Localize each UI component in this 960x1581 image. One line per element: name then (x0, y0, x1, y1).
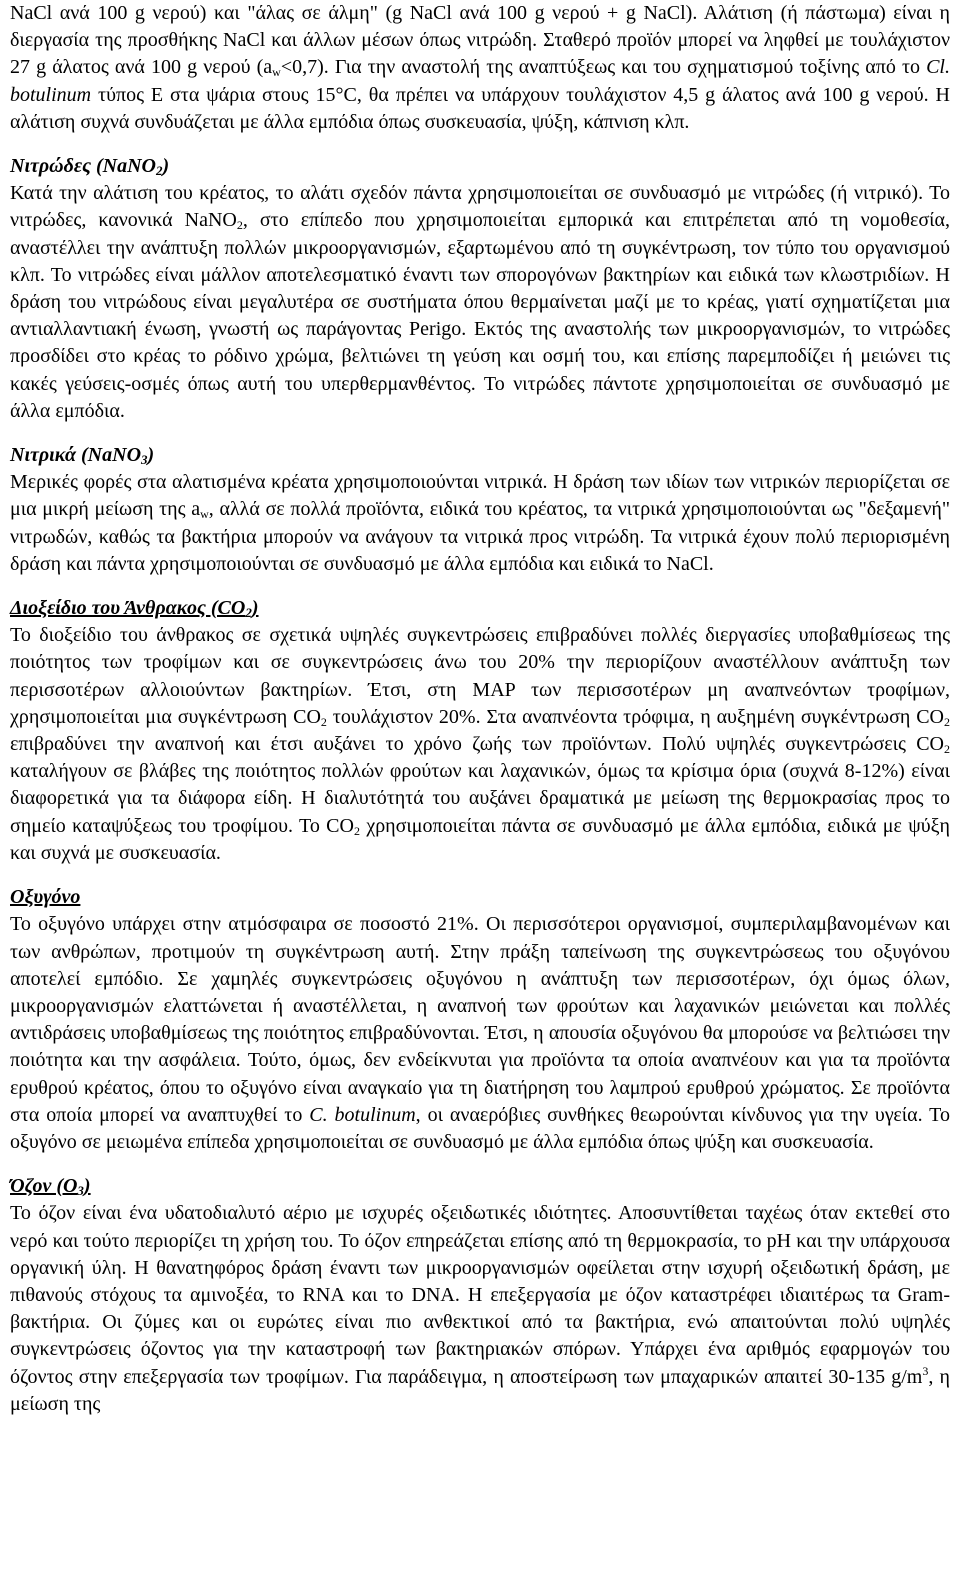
intro-text: NaCl ανά 100 g νερού) και "άλας σε άλμη" (g NaCl ανά 100 g νερού + g NaCl). Αλάτιση (ή πάστωμα) είναι η διεργασία της προσθήκης NaCl και άλλων μέσων όπως νιτρώδη. Σταθερό προϊόν μπορεί να ληφθεί με τουλάχιστον 27 g άλατος ανά 100 g νερού (a (10, 2, 950, 79)
aw-subscript: w (272, 65, 281, 80)
intro-text: <0,7). Για την αναστολή της αναπτύξεως και του σχηματισμού τοξίνης από το (280, 56, 927, 79)
section-paragraph-co2: Το διοξείδιο του άνθρακος σε σχετικά υψηλές συγκεντρώσεις επιβραδύνει πολλές διεργασίες υποβαθμίσεως της ποιότητος των τροφίμων και σε συγκεντρώσεις άνω του 20% την περιορίζουν αναστέλλουν ανάπτυξη των περισσοτέρων αλλοιούντων βακτηρίων. Έτσι, στη MAP των περισσοτέρων μη αναπνεόντων τροφίμων, χρησιμοποιείται μια συγκέντρωση $CO_2$ τουλάχιστον 20%. Στα αναπνέοντα τρόφιμα, η αυξημένη συγκέντρωση $CO_2$ επιβραδύνει την αναπνοή και έτσι αυξάνει το χρόνο ζωής των προϊόντων. Πολύ υψηλές συγκεντρώσεις $CO_2$ καταλήγουν σε βλάβες της ποιότητος πολλών φρούτων και λαχανικών, όμως τα κρίσιμα όρια (συχνά 8-12%) είναι διαφορετικά για τα διάφορα είδη. Η διαλυτότητά του αυξάνει δραματικά με μείωση της θερμοκρασίας προς το σημείο καταψύξεως του τροφίμου. Το $CO_2$ χρησιμοποιείται πάντα σε συνδυασμό με άλλα εμπόδια, ειδικά με ψύξη και συχνά με συσκευασία. (10, 624, 951, 864)
section-paragraph-ozone: Το όζον είναι ένα υδατοδιαλυτό αέριο με ισχυρές οξειδωτικές ιδιότητες. Αποσυντίθεται ταχέως όταν εκτεθεί στο νερό και τούτο περιορίζει τη χρήση του. Το όζον επηρεάζεται επίσης από τη θερμοκρασία, το pH και την υπάρχουσα οργανική ύλη. Η θανατηφόρος δράση έναντι των μικροοργανισμών οφείλεται στην ισχυρή οξειδωτική δράση, με πιθανούς στόχους τα αμινοξέα, το RNA και το DNA. Η επεξεργασία με όζον καταστρέφει ιδιαιτέρως τα Gram- βακτήρια. Οι ζύμες και οι ευρώτες είναι πιο ανθεκτικοί από τα βακτήρια, ενώ απαιτούνται πολύ υψηλές συγκεντρώσεις όζοντος για την καταστροφή των βακτηριακών σπόρων. Υπάρχει ένα αριθμός εφαρμογών του όζοντος στην επεξεργασία των τροφίμων. Για παράδειγμα, η αποστείρωση των μπαχαρικών απαιτεί 30-135 $g/m^3$, η μείωση της (10, 1202, 950, 1415)
section-heading-oxygen: Οξυγόνο (10, 886, 81, 909)
intro-text: τύπος Ε στα ψάρια στους 15°C, θα πρέπει να υπάρχουν τουλάχιστον 4,5 g άλατος ανά 100 g νερού. Η αλάτιση συχνά συνδυάζεται με άλλα εμπόδια όπως συσκευασία, ψύξη, κάπνιση κλπ. (10, 83, 950, 133)
intro-paragraph (10, 0, 950, 136)
section-heading-ozone: Όζον (O3) (10, 1175, 91, 1199)
species-name: C. botulinum (309, 1103, 416, 1126)
species-name: Cl. botulinum (10, 56, 950, 106)
section-heading-nitrates: Νιτρικά (NaNO3) (10, 444, 155, 468)
section-heading-nitrites: Νιτρώδες (NaNO2) (10, 155, 170, 179)
section-paragraph-nitrites: Κατά την αλάτιση του κρέατος, το αλάτι σχεδόν πάντα χρησιμοποιείται σε συνδυασμό με νιτρώδες (ή νιτρικό). Το νιτρώδες, κανονικά NaNO$_2$, στο επίπεδο που χρησιμοποιείται εμπορικά και επιτρέπεται από τη νομοθεσία, αναστέλλει την ανάπτυξη πολλών μικροοργανισμών, εξαρτωμένου από τη συγκέντρωση, τον τύπο του οργανισμού κλπ. Το νιτρώδες είναι μάλλον αποτελεσματικό έναντι των σπορογόνων βακτηρίων και ειδικά των κλωστριδίων. Η δράση του νιτρώδους είναι μεγαλυτέρα σε συστήματα όπου θερμαίνεται μαζί με το κρέας, γιατί σχηματίζεται μια αντιαλλαντιακή ένωση, γνωστή ως παράγοντας Perigo. Εκτός της αναστολής των μικροοργανισμών, το νιτρώδες προσδίδει στο κρέας το ρόδινο χρώμα, βελτιώνει τη γεύση και οσμή του, και επίσης παρεμποδίζει ή μειώνει τις κακές γεύσεις-οσμές όπως αυτή του υπερθερμανθέντος. Το νιτρώδες πάντοτε χρησιμοποιείται σε συνδυασμό με άλλα εμπόδια. (10, 182, 950, 422)
section-paragraph-oxygen: Το οξυγόνο υπάρχει στην ατμόσφαιρα σε ποσοστό 21%. Οι περισσότεροι οργανισμοί, συμπεριλαμβανομένων και των ανθρώπων, προτιμούν τη συγκέντρωση αυτή. Στην πράξη ταπείνωση της συγκεντρώσεως του οξυγόνου αποτελεί εμπόδιο. Σε χαμηλές συγκεντρώσεις οξυγόνου η ανάπτυξη των περισσοτέρων, όχι όμως όλων, μικροοργανισμών ελαττώνεται ή αναστέλλεται, η αναπνοή των φρούτων και λαχανικών μειώνεται και πολλές αντιδράσεις υποβαθμίσεως της ποιότητος επιβραδύνονται. Έτσι, η απουσία οξυγόνου θα μπορούσε να βελτιώσει την ποιότητα και την ασφάλεια. Τούτο, όμως, δεν ενδείκνυται για προϊόντα τα οποία αναπνέουν και για τα προϊόντα ερυθρού κρέατος, όπου το οξυγόνο είναι αναγκαίο για τη διατήρηση του λαμπρού ερυθρού χρώματος. Σε προϊόντα στα οποία μπορεί να αναπτυχθεί το C. botulinum, οι αναερόβιες συνθήκες θεωρούνται κίνδυνος για την υγεία. Το οξυγόνο σε μειωμένα επίπεδα χρησιμοποιείται σε συνδυασμό με άλλα εμπόδια όπως ψύξη και συσκευασία. (10, 913, 950, 1153)
section-heading-co2: Διοξείδιο του Άνθρακος (CO2) (10, 597, 259, 621)
section-paragraph-nitrates: Μερικές φορές στα αλατισμένα κρέατα χρησιμοποιούνται νιτρικά. Η δράση των ιδίων των νιτρικών περιορίζεται σε μια μικρή μείωση της $a_w$, αλλά σε πολλά προϊόντα, ειδικά του κρέατος, τα νιτρικά χρησιμοποιούνται ως "δεξαμενή" νιτρωδών, καθώς τα βακτήρια μπορούν να ανάγουν τα νιτρικά προς νιτρώδη. Τα νιτρικά έχουν πολύ περιορισμένη δράση και πάντα χρησιμοποιούνται σε συνδυασμό με άλλα εμπόδια και ειδικά το NaCl. (10, 471, 950, 575)
